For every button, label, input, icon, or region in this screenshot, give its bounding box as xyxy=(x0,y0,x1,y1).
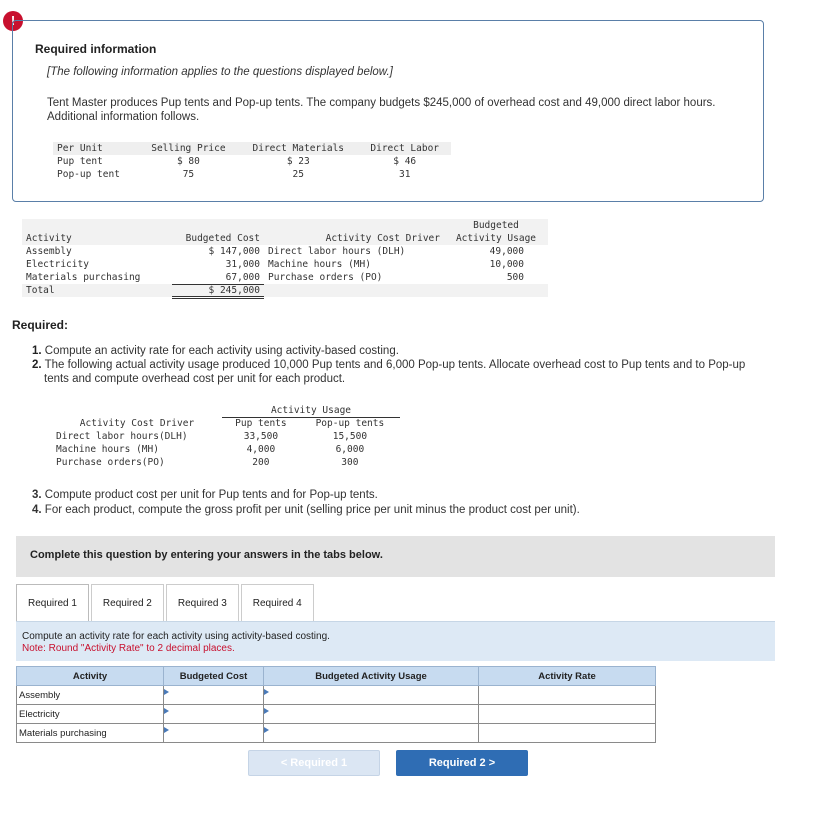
instructions-note: Note: Round "Activity Rate" to 2 decimal places. xyxy=(22,643,235,654)
row-label: Pup tent xyxy=(57,156,103,167)
info-intro: Tent Master produces Pup tents and Pop-up tents. The company budgets $245,000 of overhead cost and 49,000 direct labor hours. Additional information follows. xyxy=(47,97,716,123)
activity-table xyxy=(22,219,548,299)
col-header: Pup tents xyxy=(235,418,287,430)
cell: $ 23 xyxy=(286,156,310,167)
row-label: Machine hours (MH) xyxy=(56,444,159,455)
required-tabs xyxy=(16,584,316,622)
required-title: Required: xyxy=(12,318,69,332)
row-label: Purchase orders(PO) xyxy=(56,457,165,468)
instructions-panel xyxy=(16,621,775,661)
cell: 10,000 xyxy=(489,259,524,270)
total-cell: $ 245,000 xyxy=(172,284,264,297)
instructions-text: Compute an activity rate for each activity using activity-based costing. xyxy=(22,631,330,642)
cell: 200 xyxy=(252,457,270,468)
row-label: Materials purchasing xyxy=(26,272,141,283)
cell: 25 xyxy=(292,169,304,180)
cell: 300 xyxy=(341,457,359,468)
answer-table xyxy=(16,666,656,743)
required-item-4: For each product, compute the gross profit per unit (selling price per unit minus the product cost per unit). xyxy=(44,504,580,516)
row-label: Assembly xyxy=(17,686,164,705)
tab-required-1[interactable]: Required 1 xyxy=(16,584,89,622)
required-list-2 xyxy=(32,488,792,518)
cell: Direct labor hours (DLH) xyxy=(268,246,406,257)
budgeted-cost-input[interactable] xyxy=(164,686,264,705)
cell: $ 46 xyxy=(393,156,417,167)
row-label: Assembly xyxy=(26,246,72,257)
col-header: Direct Labor xyxy=(358,142,451,155)
col-header: Selling Price xyxy=(139,142,239,155)
col-header: Per Unit xyxy=(53,142,139,155)
cell: $ 80 xyxy=(176,156,200,167)
col-header: Activity xyxy=(17,667,164,686)
col-header: Pop-up tents xyxy=(315,418,385,430)
col-header: Activity Rate xyxy=(479,667,656,686)
col-header: Budgeted Cost xyxy=(172,232,264,245)
cell: 75 xyxy=(182,169,195,180)
cell: 6,000 xyxy=(335,444,365,455)
activity-rate-cell xyxy=(479,724,656,743)
required-list xyxy=(32,344,772,386)
row-label: Total xyxy=(22,284,172,297)
item-number: 2. xyxy=(32,359,42,371)
cell: 4,000 xyxy=(246,444,276,455)
cell: Machine hours (MH) xyxy=(268,259,371,270)
complete-question-bar: Complete this question by entering your answers in the tabs below. xyxy=(16,536,775,577)
cell: $ 147,000 xyxy=(208,246,260,257)
row-label: Pop-up tent xyxy=(57,169,120,180)
per-unit-table xyxy=(53,142,451,181)
activity-usage-table xyxy=(52,404,400,469)
required-item-2: The following actual activity usage produced 10,000 Pup tents and 6,000 Pop-up tents. Allocate overhead cost to Pup tents and to Pop-up tents and compute overhead cost per unit for each product. xyxy=(44,359,746,385)
col-header: Activity xyxy=(22,232,172,245)
budgeted-cost-input[interactable] xyxy=(164,724,264,743)
row-label: Materials purchasing xyxy=(17,724,164,743)
col-group-header: Activity Usage xyxy=(222,404,400,417)
row-label: Electricity xyxy=(26,259,89,270)
col-header: Activity Usage xyxy=(444,232,548,245)
col-header: Budgeted xyxy=(444,219,548,232)
item-number: 1. xyxy=(32,345,42,357)
activity-rate-cell xyxy=(479,686,656,705)
required-item-3: Compute product cost per unit for Pup tents and for Pop-up tents. xyxy=(44,489,378,501)
budgeted-activity-usage-input[interactable] xyxy=(264,705,479,724)
info-subtitle: [The following information applies to the questions displayed below.] xyxy=(47,66,393,78)
tab-required-4[interactable]: Required 4 xyxy=(241,584,314,622)
cell: 49,000 xyxy=(489,246,524,257)
tab-required-2[interactable]: Required 2 xyxy=(91,584,164,622)
budgeted-activity-usage-input[interactable] xyxy=(264,686,479,705)
activity-rate-cell xyxy=(479,705,656,724)
col-header: Budgeted Activity Usage xyxy=(264,667,479,686)
col-header: Activity Cost Driver xyxy=(264,232,444,245)
prev-required-button[interactable]: < Required 1 xyxy=(248,750,380,776)
required-item-1: Compute an activity rate for each activity using activity-based costing. xyxy=(44,345,399,357)
next-required-button[interactable]: Required 2 > xyxy=(396,750,528,776)
cell: 31 xyxy=(398,169,411,180)
cell: Purchase orders (PO) xyxy=(268,272,383,283)
cell: 33,500 xyxy=(243,431,279,442)
info-title: Required information xyxy=(35,42,157,56)
budgeted-cost-input[interactable] xyxy=(164,705,264,724)
alert-icon: ! xyxy=(3,11,23,31)
item-number: 3. xyxy=(32,489,42,501)
item-number: 4. xyxy=(32,504,42,516)
cell: 15,500 xyxy=(332,431,368,442)
cell: 31,000 xyxy=(225,259,260,270)
cell: 500 xyxy=(506,272,524,283)
tab-required-3[interactable]: Required 3 xyxy=(166,584,239,622)
row-label: Electricity xyxy=(17,705,164,724)
row-label: Direct labor hours(DLH) xyxy=(56,431,188,442)
col-header: Activity Cost Driver xyxy=(79,418,195,429)
cell: 67,000 xyxy=(172,271,264,284)
col-header: Direct Materials xyxy=(238,142,358,155)
col-header: Budgeted Cost xyxy=(164,667,264,686)
budgeted-activity-usage-input[interactable] xyxy=(264,724,479,743)
